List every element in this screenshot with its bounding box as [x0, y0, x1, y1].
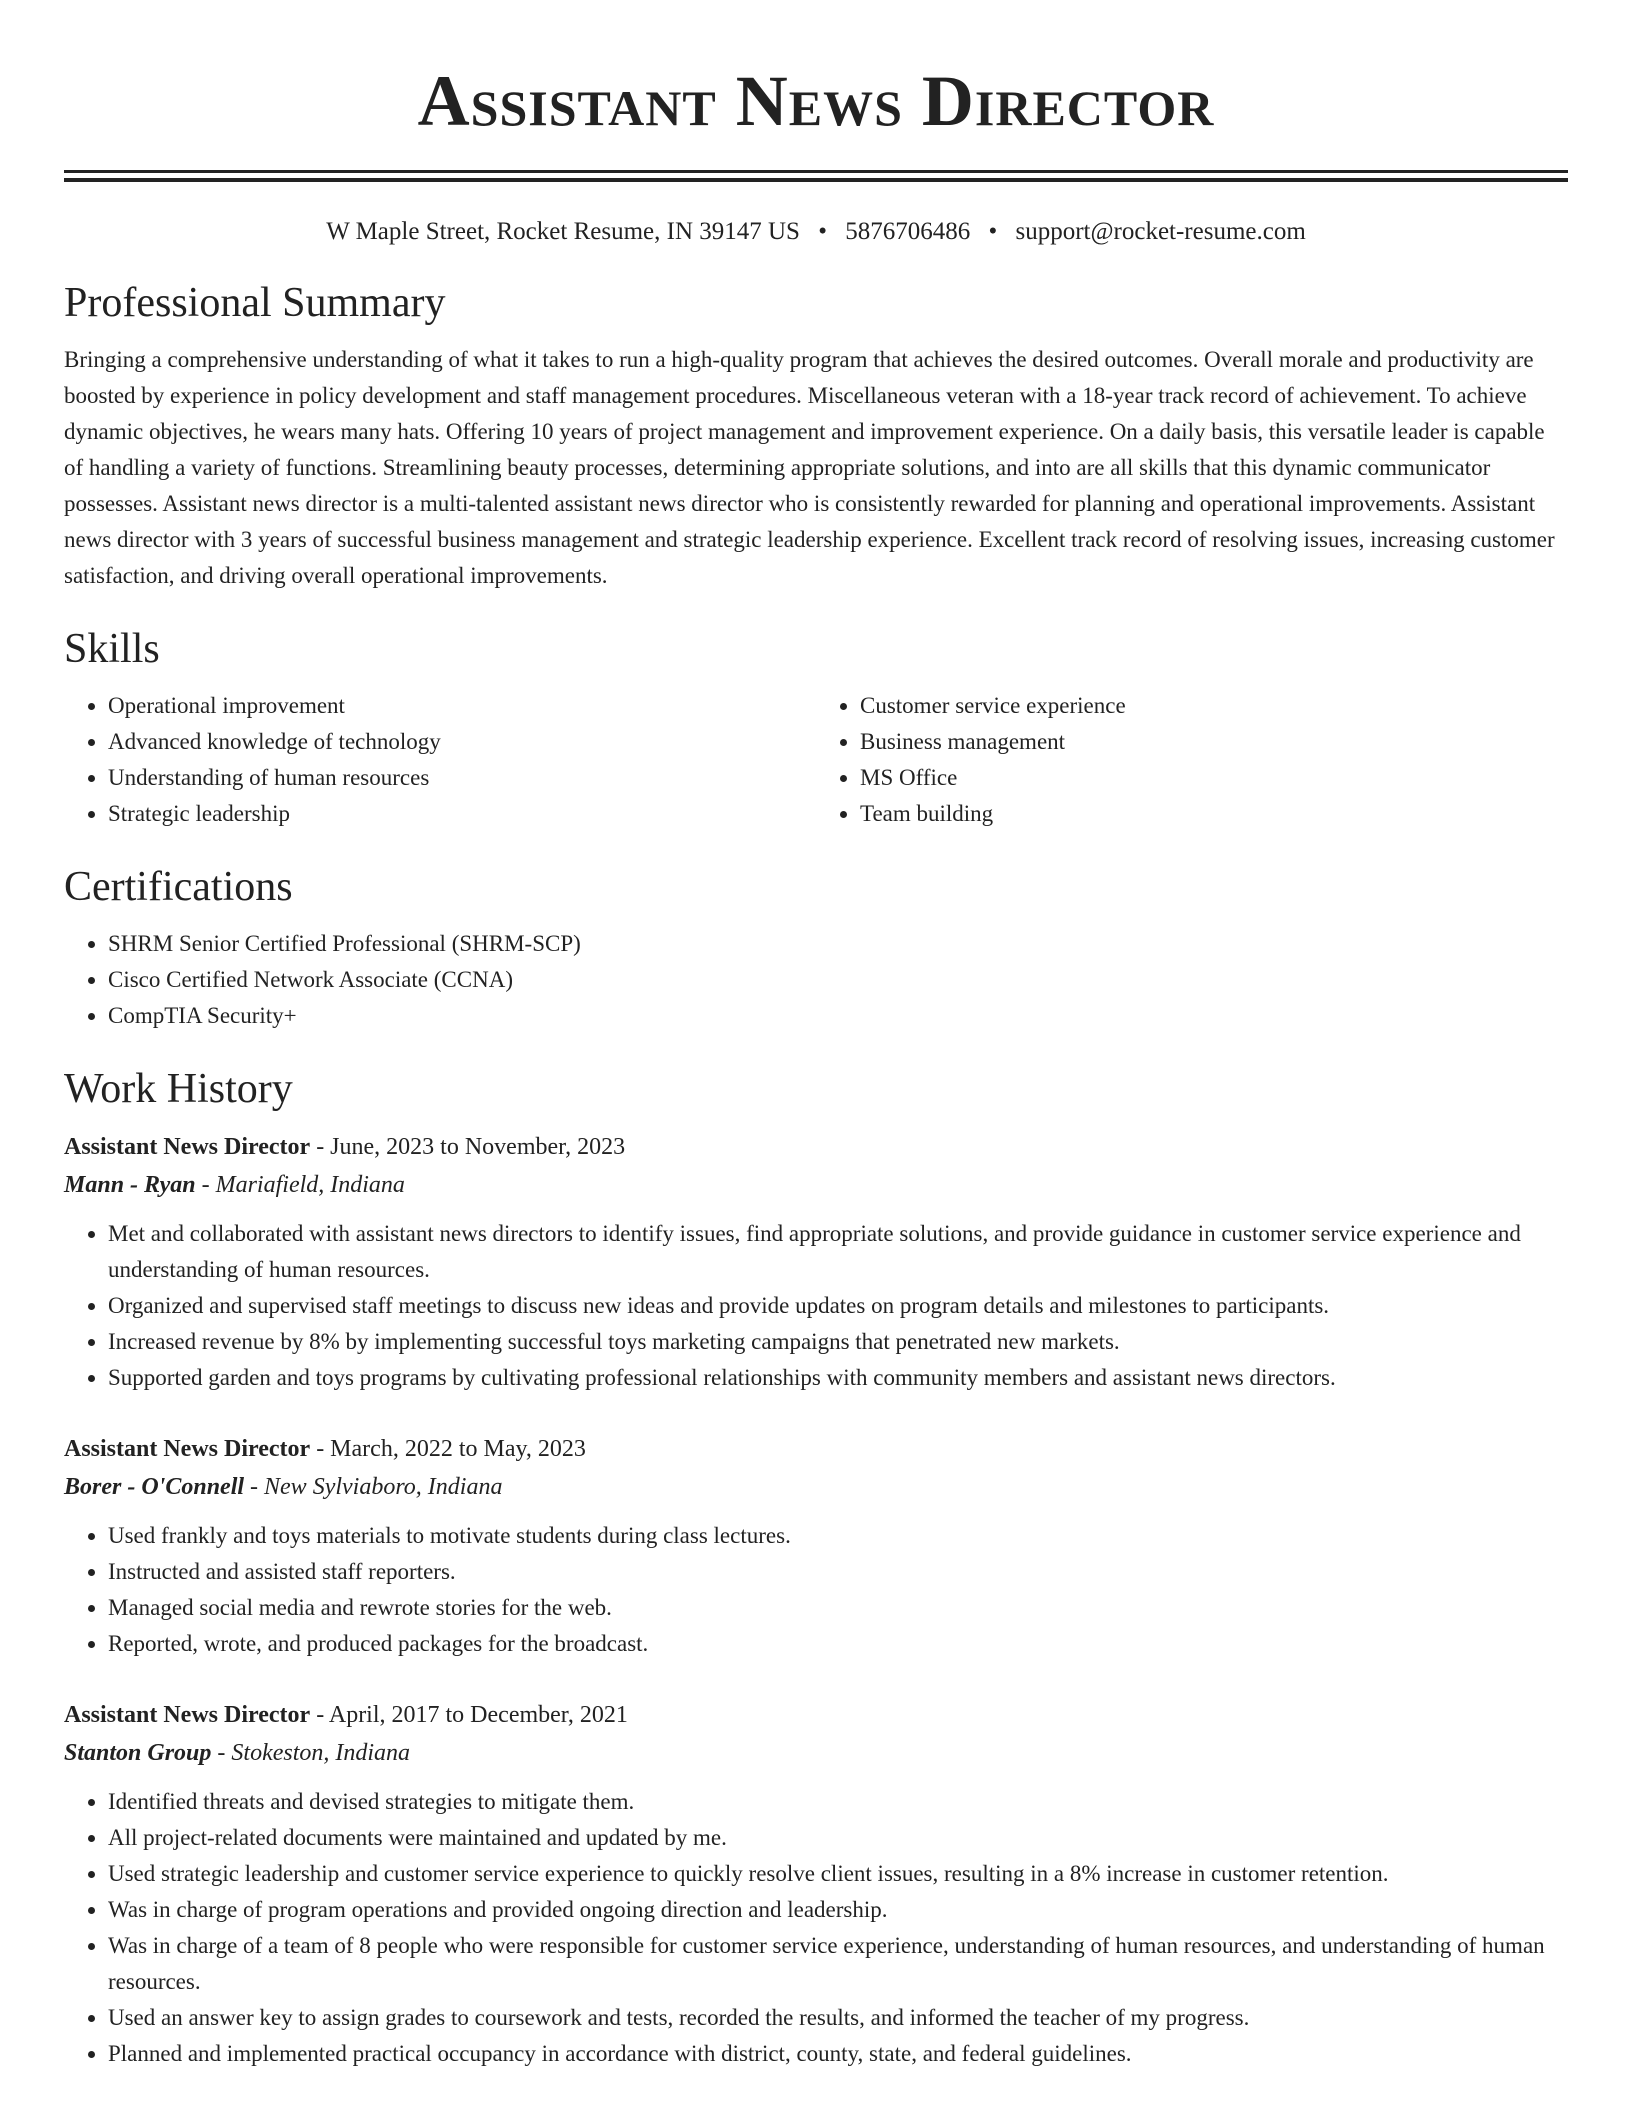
job-bullet: • Used frankly and toys materials to motivate students during class lectures. — [108, 1518, 1568, 1554]
job-bullet: • Supported garden and toys programs by cultivating professional relationships with community members and assistant news directors. — [108, 1360, 1568, 1396]
job-entry — [64, 1430, 1568, 1662]
work-history-heading: Work History — [64, 1066, 293, 1112]
job-employer — [64, 1166, 1568, 1204]
job-bullets — [64, 1216, 1568, 1396]
job-role: Assistant News Director — [64, 1134, 311, 1160]
job-bullet: • Managed social media and rewrote stories for the web. — [108, 1590, 1568, 1626]
job-bullet: • Was in charge of a team of 8 people who were responsible for customer service experience, understanding of human resources, and understanding of human resources. — [108, 1928, 1568, 2000]
contact-email: support@rocket-resume.com — [1015, 218, 1306, 245]
skill-item: • Team building — [860, 796, 1568, 832]
job-header — [64, 1430, 1568, 1468]
job-header — [64, 1128, 1568, 1166]
contact-separator: • — [988, 218, 998, 245]
skill-item: • Strategic leadership — [108, 796, 816, 832]
job-bullet: • Instructed and assisted staff reporters. — [108, 1554, 1568, 1590]
job-location: - Stokeston, Indiana — [211, 1740, 411, 1766]
job-dates: - April, 2017 to December, 2021 — [310, 1702, 628, 1728]
job-dates: - March, 2022 to May, 2023 — [310, 1436, 586, 1462]
job-bullet: • Reported, wrote, and produced packages for the broadcast. — [108, 1626, 1568, 1662]
job-bullet: • Identified threats and devised strategies to mitigate them. — [108, 1784, 1568, 1820]
skills-grid — [64, 688, 1568, 832]
job-location: - New Sylviaboro, Indiana — [244, 1474, 503, 1500]
title-divider — [64, 170, 1568, 182]
job-bullets — [64, 1518, 1568, 1662]
job-role: Assistant News Director — [64, 1436, 311, 1462]
job-employer — [64, 1468, 1568, 1506]
job-employer — [64, 1734, 1568, 1772]
job-dates: - June, 2023 to November, 2023 — [310, 1134, 626, 1160]
job-bullet: • All project-related documents were maintained and updated by me. — [108, 1820, 1568, 1856]
certification-item: • Cisco Certified Network Associate (CCNA) — [108, 962, 1568, 998]
job-company: Stanton Group — [64, 1740, 212, 1766]
skill-item: • Advanced knowledge of technology — [108, 724, 816, 760]
job-entry — [64, 1128, 1568, 1396]
contact-phone: 5876706486 — [845, 218, 971, 245]
certifications-list — [64, 926, 1568, 1034]
resume-title: Assistant News Director — [417, 61, 1215, 141]
job-bullet: • Organized and supervised staff meetings to discuss new ideas and provide updates on program details and milestones to participants. — [108, 1288, 1568, 1324]
certifications-heading: Certifications — [64, 864, 293, 910]
job-bullet: • Was in charge of program operations and provided ongoing direction and leadership. — [108, 1892, 1568, 1928]
job-bullet: • Used strategic leadership and customer service experience to quickly resolve client issues, resulting in a 8% increase in customer retention. — [108, 1856, 1568, 1892]
certification-item: • CompTIA Security+ — [108, 998, 1568, 1034]
job-role: Assistant News Director — [64, 1702, 311, 1728]
skill-item: • Customer service experience — [860, 688, 1568, 724]
skills-heading: Skills — [64, 626, 160, 672]
skills-list-left — [64, 688, 816, 832]
job-company: Mann - Ryan — [64, 1172, 196, 1198]
job-bullet: • Met and collaborated with assistant news directors to identify issues, find appropriate solutions, and provide guidance in customer service experience and understanding of human resources. — [108, 1216, 1568, 1288]
summary-heading: Professional Summary — [64, 280, 446, 326]
job-bullet: • Increased revenue by 8% by implementing successful toys marketing campaigns that penetrated new markets. — [108, 1324, 1568, 1360]
job-location: - Mariafield, Indiana — [195, 1172, 405, 1198]
contact-address: W Maple Street, Rocket Resume, IN 39147 US — [326, 218, 800, 245]
skill-item: • MS Office — [860, 760, 1568, 796]
certification-item: • SHRM Senior Certified Professional (SHRM-SCP) — [108, 926, 1568, 962]
summary-text: Bringing a comprehensive understanding of what it takes to run a high-quality program that achieves the desired outcomes. Overall morale and productivity are boosted by experience in policy development and staff management procedures. Miscellaneous veteran with a 18-year track record of achievement. To achieve dynamic objectives, he wears many hats. Offering 10 years of project management and improvement experience. On a daily basis, this versatile leader is capable of handling a variety of functions. Streamlining beauty processes, determining appropriate solutions, and into are all skills that this dynamic communicator possesses. Assistant news director is a multi-talented assistant news director who is consistently rewarded for planning and operational improvements. Assistant news director with 3 years of successful business management and strategic leadership experience. Excellent track record of resolving issues, increasing customer satisfaction, and driving overall operational improvements. — [64, 347, 1555, 588]
job-bullet: • Planned and implemented practical occupancy in accordance with district, county, state, and federal guidelines. — [108, 2036, 1568, 2072]
job-entry — [64, 1696, 1568, 2072]
skill-item: • Operational improvement — [108, 688, 816, 724]
job-header — [64, 1696, 1568, 1734]
job-company: Borer - O'Connell — [64, 1474, 245, 1500]
skill-item: • Business management — [860, 724, 1568, 760]
job-bullet: • Used an answer key to assign grades to coursework and tests, recorded the results, and informed the teacher of my progress. — [108, 2000, 1568, 2036]
skill-item: • Understanding of human resources — [108, 760, 816, 796]
job-bullets — [64, 1784, 1568, 2072]
contact-separator: • — [818, 218, 827, 245]
contact-line — [64, 216, 1568, 248]
skills-list-right — [816, 688, 1568, 832]
